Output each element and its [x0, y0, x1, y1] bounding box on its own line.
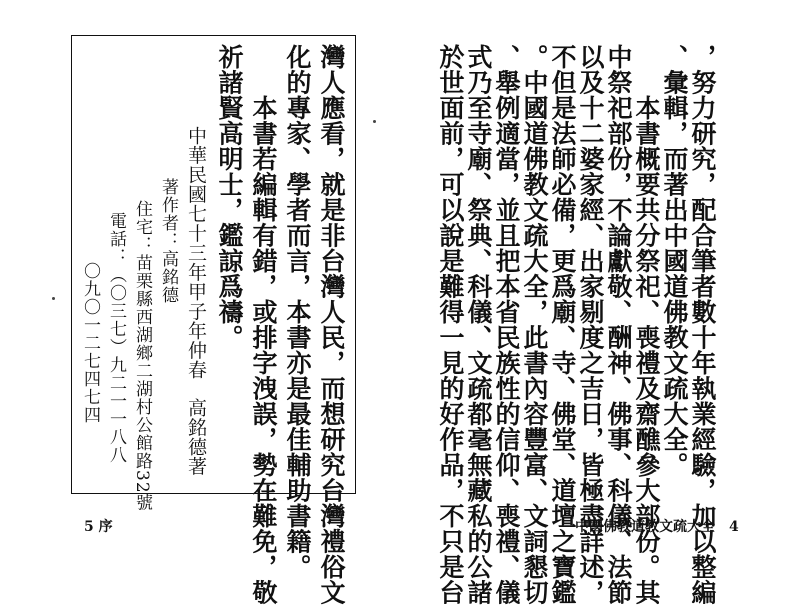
scan-speck	[52, 297, 55, 300]
right-text-column: ，努力研究，配合筆者數十年執業經驗，加以整編	[688, 44, 717, 605]
left-footer: 5 序	[84, 519, 113, 535]
right-text-column: 本書概要共分祭祀、喪禮及齋醮參大部份。其	[632, 95, 661, 605]
author-signature: 高銘德著	[185, 398, 207, 476]
left-text-column: 本書若編輯有錯，或排字洩誤，勢在難免，敬	[249, 95, 278, 605]
right-text-column: 式乃至寺廟、祭典、科儀、文疏都毫無藏私的公諸	[464, 44, 493, 605]
right-text-column: 中祭祀部份，不論獻敬、酬神、佛事、科儀、法節	[604, 44, 633, 605]
right-text-column: 以及十二婆家經、出家剔度之吉日，皆極盡詳述，	[576, 44, 605, 605]
scan-speck	[373, 120, 376, 123]
contact-author: 著作者：高銘德	[158, 178, 178, 304]
contact-phone-2: 〇九〇一二七四七四	[80, 262, 100, 424]
right-text-column: 於世面前，可以說是難得一見的好作品，不只是台	[436, 44, 465, 605]
left-text-column: 灣人應看，就是非台灣人民，而想研究台灣禮俗文	[317, 44, 346, 605]
right-text-column: 。中國道佛教文疏大全，此書內容豐富、文詞懇切	[520, 44, 549, 605]
right-text-column: 不但是法師必備，更爲廟、寺、佛堂、道壇之寶鑑	[548, 44, 577, 605]
contact-address: 住宅：苗栗縣西湖鄉二湖村公館路32號	[132, 200, 152, 512]
left-text-column: 化的專家、學者而言，本書亦是最佳輔助書籍。	[283, 44, 312, 580]
right-footer: 中國佛教道教文疏大全 4	[575, 519, 739, 535]
contact-phone: 電話：（〇三七）九二一一八八	[106, 212, 126, 464]
right-text-column: 、彙輯，而著出中國道佛教文疏大全。	[660, 44, 689, 478]
right-text-column: 、舉例適當，並且把本省民族性的信仰、喪禮、儀	[492, 44, 521, 605]
left-text-column: 祈諸賢高明士，鑑諒爲禱。	[215, 44, 244, 350]
date-line: 中華民國七十三年甲子年仲春	[185, 126, 207, 380]
